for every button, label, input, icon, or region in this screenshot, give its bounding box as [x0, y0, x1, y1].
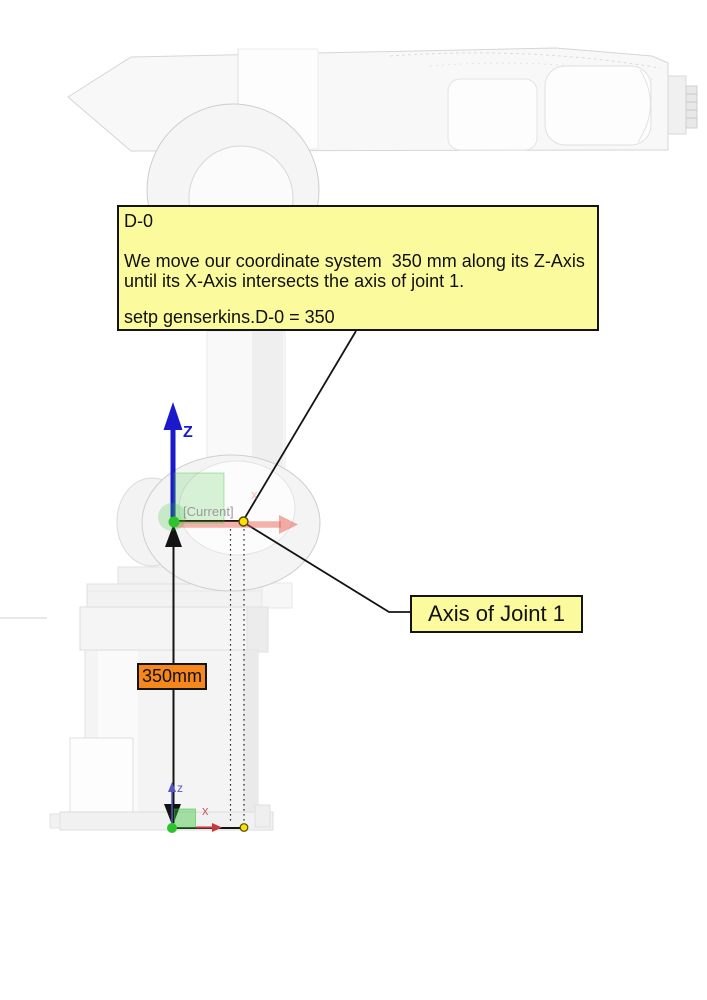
x-axis-arrow-icon [279, 515, 298, 534]
axis-of-joint1-label: Axis of Joint 1 [410, 595, 583, 633]
current-frame-label: [Current] [183, 504, 234, 519]
base-z-axis-label: z [177, 781, 183, 795]
dimension-350mm-label: 350mm [137, 663, 207, 690]
base-axis-marker [240, 824, 248, 832]
z-axis-label: Z [183, 424, 193, 441]
base-x-arrow-icon [212, 823, 222, 832]
z-axis-arrow-icon [164, 402, 183, 430]
base-origin-dot [167, 823, 177, 833]
base-z-arrow-icon [168, 782, 176, 792]
note-title: D-0 [124, 211, 154, 231]
joint1-axis-marker [239, 517, 248, 526]
note-body-line1: We move our coordinate system 350 mm along its Z-Axis [124, 251, 585, 271]
note-command: setp genserkins.D-0 = 350 [124, 307, 335, 327]
note-leader-line [243, 331, 356, 521]
note-body-line2: until its X-Axis intersects the axis of joint 1. [124, 271, 465, 291]
base-x-axis-label: x [202, 803, 209, 818]
x-axis-label: x [251, 487, 258, 502]
joint-label-leader-line [243, 522, 411, 612]
d0-note-box [117, 205, 599, 331]
current-origin-dot [169, 517, 180, 528]
base-frame-plane [175, 809, 196, 828]
